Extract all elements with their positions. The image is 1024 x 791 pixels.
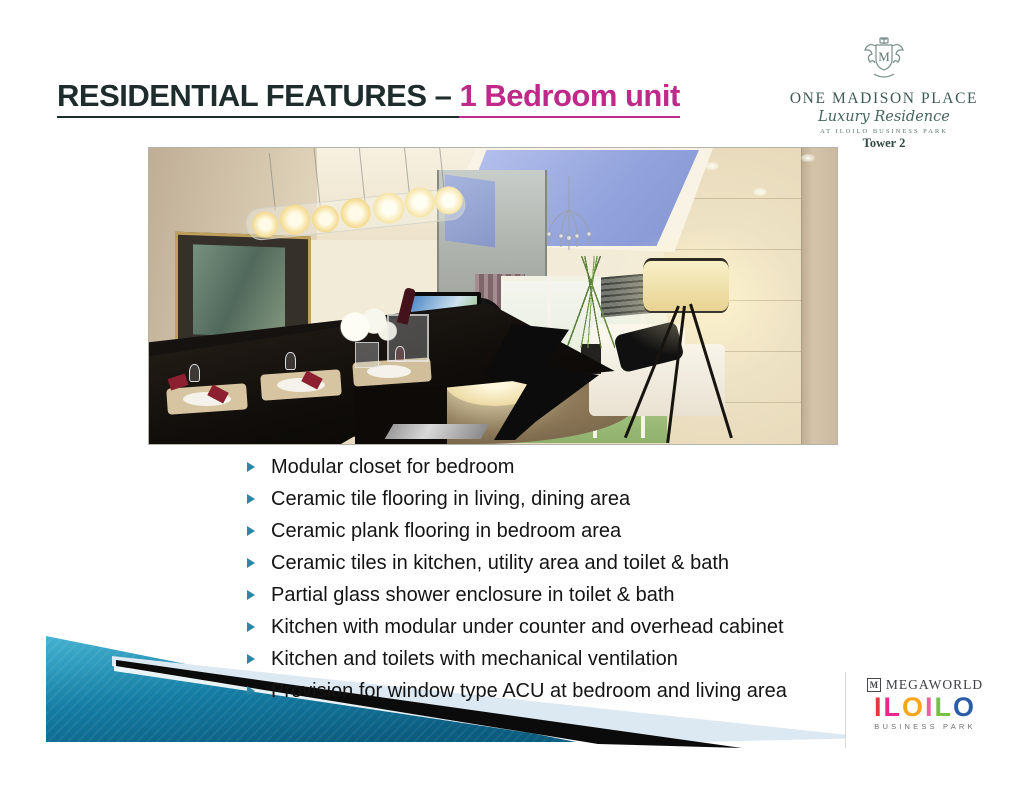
list-item	[240, 611, 787, 643]
crest-icon	[861, 34, 907, 88]
bullet-arrow-icon	[247, 686, 255, 696]
downlight	[753, 188, 767, 196]
wine-glass	[285, 352, 296, 370]
megaworld-m-icon: M	[867, 678, 881, 692]
iloilo-letter: O	[953, 692, 977, 722]
list-item	[240, 643, 787, 675]
iloilo-letter: L	[934, 692, 954, 722]
megaworld-row	[846, 677, 1004, 693]
feature-text: Ceramic tile flooring in living, dining area	[271, 488, 631, 510]
flower-vase	[355, 342, 379, 368]
feature-text: Partial glass shower enclosure in toilet & bath	[271, 584, 675, 606]
list-item	[240, 547, 787, 579]
artwork-painting	[193, 244, 285, 337]
brand-tower: Tower 2	[862, 136, 906, 150]
bullet-arrow-icon	[247, 494, 255, 504]
megaworld-iloilo-logo	[845, 672, 1004, 748]
iloilo-letter: I	[925, 692, 935, 722]
page-title	[57, 78, 680, 114]
brand-subline: AT ILOILO BUSINESS PARK	[820, 128, 948, 135]
chair-base-plate	[385, 424, 490, 439]
brand-name: ONE MADISON PLACE	[789, 90, 979, 107]
downlight	[705, 162, 719, 170]
iloilo-letter: O	[901, 692, 925, 722]
iloilo-letter: I	[873, 692, 884, 722]
brand-tagline: Luxury Residence	[818, 109, 950, 125]
svg-text:M: M	[878, 49, 890, 64]
bullet-arrow-icon	[247, 654, 255, 664]
bullet-arrow-icon	[247, 526, 255, 536]
iloilo-letter: L	[883, 692, 902, 722]
unit-interior-photo	[148, 147, 838, 445]
feature-text: Ceramic plank flooring in bedroom area	[271, 520, 622, 542]
list-item	[240, 515, 787, 547]
feature-text: Provision for window type ACU at bedroom and living area	[271, 680, 787, 702]
bullet-arrow-icon	[247, 462, 255, 472]
pendant-cable	[402, 147, 410, 196]
megaworld-name: MEGAWORLD	[885, 677, 984, 692]
list-item	[240, 579, 787, 611]
title-main: RESIDENTIAL FEATURES –	[57, 78, 459, 118]
bullet-arrow-icon	[247, 590, 255, 600]
one-madison-place-logo	[786, 34, 982, 151]
wine-glass	[189, 364, 200, 382]
feature-text: Modular closet for bedroom	[271, 456, 515, 478]
feature-text: Kitchen with modular under counter and overhead cabinet	[271, 616, 784, 638]
feature-text: Kitchen and toilets with mechanical ventilation	[271, 648, 678, 670]
features-list	[240, 451, 787, 707]
downlight	[801, 154, 815, 162]
floor-lamp-shade	[643, 258, 729, 313]
list-item	[240, 483, 787, 515]
list-item	[240, 451, 787, 483]
iloilo-wordmark	[846, 693, 1004, 721]
chandelier	[537, 176, 601, 268]
bullet-arrow-icon	[247, 622, 255, 632]
feature-text: Ceramic tiles in kitchen, utility area and toilet & bath	[271, 552, 729, 574]
bullet-arrow-icon	[247, 558, 255, 568]
business-park-label: BUSINESS PARK	[874, 722, 976, 731]
list-item	[240, 675, 787, 707]
right-column	[801, 148, 838, 444]
title-highlight: 1 Bedroom unit	[459, 78, 679, 118]
